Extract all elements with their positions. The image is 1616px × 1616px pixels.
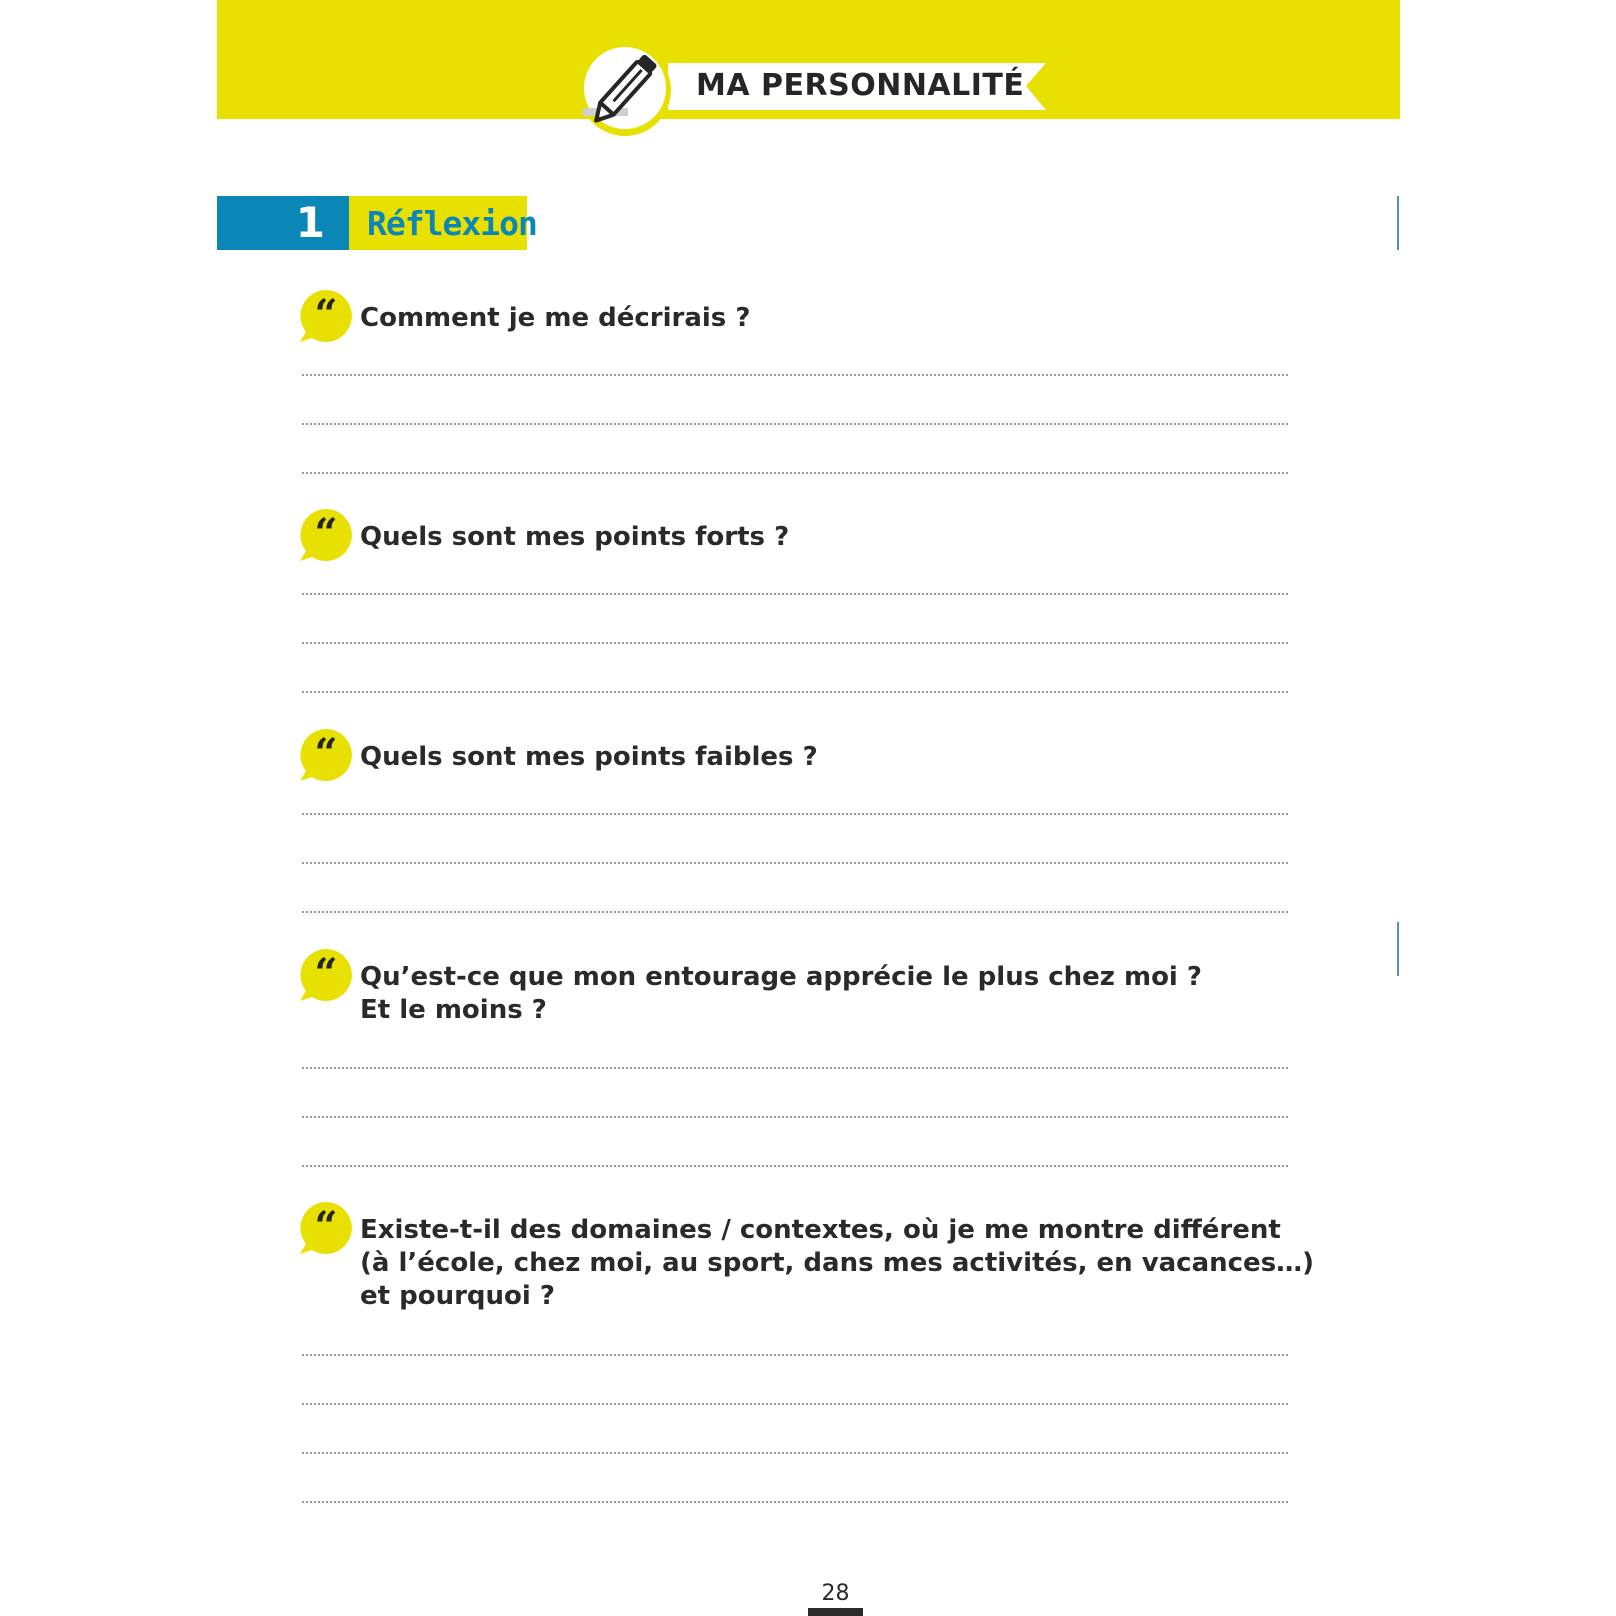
section-label-box bbox=[349, 196, 537, 250]
pencil-icon bbox=[575, 40, 675, 140]
quote-bubble-icon bbox=[298, 727, 354, 783]
margin-mark bbox=[1397, 922, 1399, 976]
svg-text:“: “ bbox=[314, 730, 338, 777]
answer-line[interactable] bbox=[302, 1501, 1288, 1503]
section-banner bbox=[217, 196, 537, 250]
answer-line[interactable] bbox=[302, 472, 1288, 474]
page-number: 28 bbox=[821, 1581, 850, 1606]
answer-line[interactable] bbox=[302, 1403, 1288, 1405]
quote-bubble-icon bbox=[298, 507, 354, 563]
page-number-bar bbox=[808, 1608, 863, 1616]
answer-line[interactable] bbox=[302, 593, 1288, 595]
quote-bubble-icon bbox=[298, 1200, 354, 1256]
question-line: Existe-t-il des domaines / contextes, où je me montre différent bbox=[360, 1215, 1281, 1245]
section-title: Réflexion bbox=[367, 204, 537, 243]
page-title: MA PERSONNALITÉ bbox=[696, 68, 1025, 103]
question-text bbox=[360, 1214, 1314, 1313]
answer-line[interactable] bbox=[302, 1067, 1288, 1069]
section-number: 1 bbox=[295, 198, 325, 247]
answer-line[interactable] bbox=[302, 813, 1288, 815]
question-line: Comment je me décrirais ? bbox=[360, 303, 751, 333]
margin-mark bbox=[1397, 196, 1399, 250]
answer-line[interactable] bbox=[302, 1452, 1288, 1454]
question-text bbox=[360, 961, 1202, 1027]
question-line: Qu’est-ce que mon entourage apprécie le plus chez moi ? bbox=[360, 962, 1202, 992]
header-title-ribbon bbox=[668, 63, 1046, 110]
quote-bubble-icon bbox=[298, 288, 354, 344]
question-line: (à l’école, chez moi, au sport, dans mes activités, en vacances…) bbox=[360, 1248, 1315, 1278]
answer-line[interactable] bbox=[302, 642, 1288, 644]
svg-text:“: “ bbox=[314, 950, 338, 997]
question-text bbox=[360, 741, 818, 774]
question-text bbox=[360, 302, 750, 335]
answer-line[interactable] bbox=[302, 862, 1288, 864]
answer-line[interactable] bbox=[302, 1354, 1288, 1356]
question-line: Quels sont mes points forts ? bbox=[360, 522, 790, 552]
svg-text:“: “ bbox=[314, 510, 338, 557]
svg-text:“: “ bbox=[314, 291, 338, 338]
question-line: Et le moins ? bbox=[360, 995, 547, 1025]
section-number-box bbox=[217, 196, 349, 250]
section-notch bbox=[338, 210, 349, 236]
answer-line[interactable] bbox=[302, 911, 1288, 913]
question-line: Quels sont mes points faibles ? bbox=[360, 742, 818, 772]
question-line: et pourquoi ? bbox=[360, 1281, 555, 1311]
answer-line[interactable] bbox=[302, 423, 1288, 425]
answer-line[interactable] bbox=[302, 1116, 1288, 1118]
answer-line[interactable] bbox=[302, 691, 1288, 693]
question-text bbox=[360, 521, 789, 554]
quote-bubble-icon bbox=[298, 947, 354, 1003]
answer-line[interactable] bbox=[302, 374, 1288, 376]
answer-line[interactable] bbox=[302, 1165, 1288, 1167]
svg-text:“: “ bbox=[314, 1203, 338, 1250]
